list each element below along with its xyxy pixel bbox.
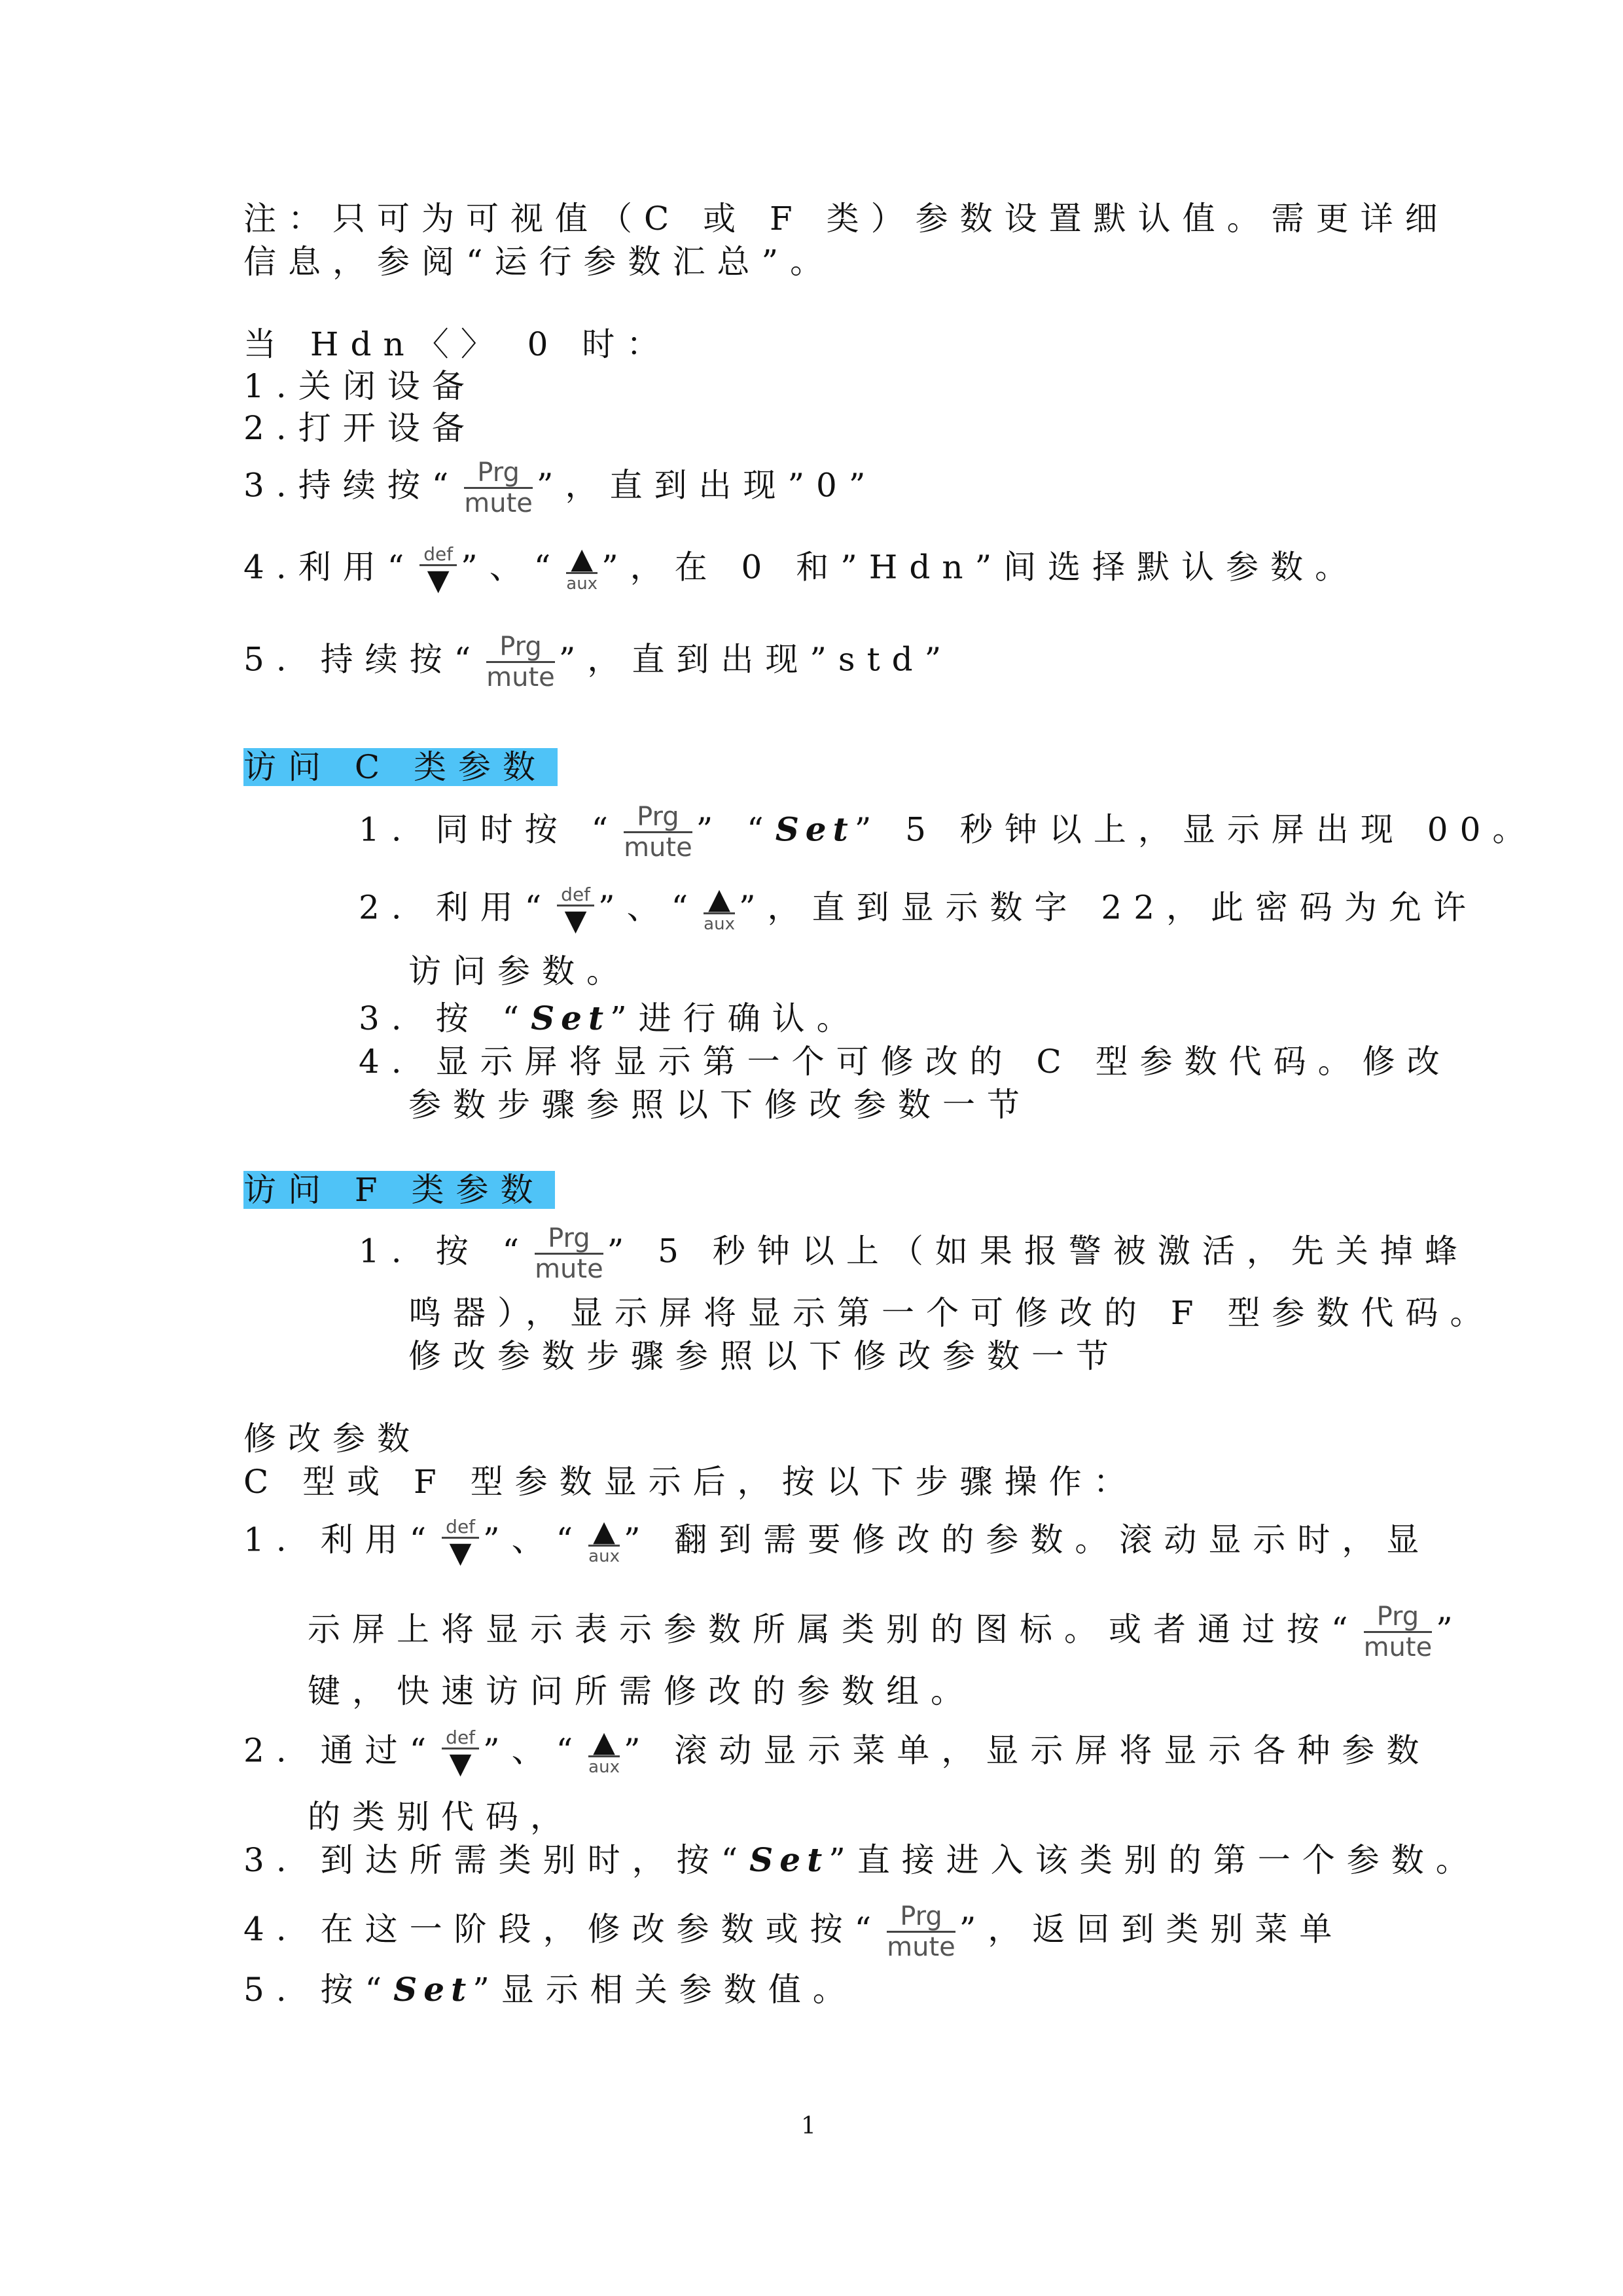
modify-step-2-text-c: ” 滚动显示菜单，显示屏将显示各种参数 [623, 1731, 1431, 1770]
section-f-step-1-cont-2: 修改参数步骤参照以下修改参数一节 [408, 1337, 1120, 1375]
hdn-step-4-text-c: ”，在 0 和”Hdn”间选择默认参数。 [601, 548, 1360, 586]
prg-mute-key-icon: Prg mute [464, 457, 533, 518]
note-line-2: 信息，参阅“运行参数汇总”。 [243, 243, 835, 281]
modify-intro: C 型或 F 型参数显示后，按以下步骤操作： [243, 1463, 1138, 1501]
modify-step-1-text-d: 示屏上将显示表示参数所属类别的图标。或者通过按“ [308, 1610, 1360, 1649]
prg-mute-key-icon: Prg mute [1363, 1602, 1433, 1662]
hdn-step-3 [243, 458, 877, 518]
hdn-step-3-text-b: ”，直到出现”0” [536, 466, 878, 505]
note-line-1: 注：只可为可视值（C 或 F 类）参数设置默认值。需更详细 [243, 200, 1450, 238]
modify-step-2-text-a: 2. 通过“ [243, 1731, 438, 1770]
prg-mute-key-icon: Prg mute [535, 1223, 603, 1284]
section-f-step-1-cont-1: 鸣器），显示屏将显示第一个可修改的 F 型参数代码。 [408, 1294, 1495, 1332]
section-c-step-3-text-a: 3. 按 “ [359, 999, 531, 1037]
set-key-label: Set [775, 810, 855, 849]
section-f-step-1 [359, 1224, 1469, 1283]
section-c-step-4: 4. 显示屏将显示第一个可修改的 C 型参数代码。修改 [359, 1043, 1452, 1081]
hdn-step-4 [243, 542, 1360, 597]
section-c-step-3 [359, 997, 861, 1039]
hdn-step-4-text-a: 4.利用“ [243, 548, 416, 586]
section-c-step-1-text-a: 1. 同时按 “ [359, 810, 620, 849]
prg-mute-key-icon: Prg mute [624, 802, 692, 863]
modify-step-1-text-a: 1. 利用“ [243, 1520, 438, 1559]
set-key-label: Set [393, 1970, 473, 2009]
aux-up-key-icon: ▲ aux [704, 882, 735, 934]
hdn-step-5 [243, 632, 953, 692]
aux-up-key-icon: ▲ aux [588, 1515, 620, 1566]
section-c-step-4-cont: 参数步骤参照以下修改参数一节 [408, 1086, 1031, 1124]
section-c-title [243, 746, 558, 788]
hdn-step-5-text-a: 5. 持续按“ [243, 640, 483, 679]
page-number: 1 [801, 2113, 816, 2140]
section-f-title [243, 1169, 555, 1211]
set-key-label: Set [531, 999, 611, 1037]
modify-title: 修改参数 [243, 1420, 421, 1458]
def-down-key-icon: def ▼ [419, 545, 457, 595]
modify-step-2 [243, 1725, 1431, 1780]
modify-step-3-text-a: 3. 到达所需类别时，按“ [243, 1841, 750, 1879]
section-c-step-3-text-b: ”进行确认。 [610, 999, 861, 1037]
hdn-step-5-text-b: ”，直到出现”std” [558, 640, 954, 679]
section-c-step-2-text-b: ”、“ [598, 888, 700, 927]
modify-step-1 [243, 1517, 1431, 1568]
modify-step-4-text-b: ”，返回到类别菜单 [959, 1910, 1344, 1948]
hdn-step-2: 2.打开设备 [243, 409, 476, 447]
section-c-step-1-text-b: ” “ [696, 810, 776, 849]
hdn-step-3-text-a: 3.持续按“ [243, 466, 461, 505]
aux-up-key-icon: ▲ aux [588, 1725, 620, 1777]
modify-step-5-text-b: ”显示相关参数值。 [473, 1971, 857, 2009]
section-f-step-1-text-a: 1. 按 “ [359, 1232, 531, 1270]
hdn-step-4-text-b: ”、“ [461, 548, 563, 586]
hdn-step-1: 1.关闭设备 [243, 367, 476, 405]
section-c-step-2-text-a: 2. 利用“ [359, 888, 554, 927]
modify-step-1-text-c: ” 翻到需要修改的参数。滚动显示时，显 [623, 1520, 1431, 1559]
prg-mute-key-icon: Prg mute [887, 1901, 955, 1962]
prg-mute-key-icon: Prg mute [486, 632, 555, 692]
modify-step-4-text-a: 4. 在这一阶段，修改参数或按“ [243, 1910, 883, 1948]
section-c-step-2-cont: 访问参数。 [408, 952, 631, 990]
section-f-title-text: 访问 F 类参数 [243, 1171, 555, 1209]
section-c-step-2 [359, 882, 1478, 937]
section-c-step-1-text-c: ” 5 秒钟以上，显示屏出现 00。 [854, 810, 1537, 849]
modify-step-1-cont-2: 键，快速访问所需修改的参数组。 [308, 1672, 975, 1710]
modify-step-1-text-b: ”、“ [483, 1520, 585, 1559]
modify-step-5 [243, 1969, 857, 2011]
section-f-step-1-text-b: ” 5 秒钟以上（如果报警被激活，先关掉蜂 [607, 1232, 1469, 1270]
modify-step-5-text-a: 5. 按“ [243, 1971, 394, 2009]
modify-step-4 [243, 1902, 1344, 1962]
modify-step-1-cont [308, 1602, 1465, 1662]
hdn-condition: 当 Hdn〈〉 0 时： [243, 325, 671, 363]
modify-step-2-cont: 的类别代码， [308, 1798, 575, 1836]
modify-step-2-text-b: ”、“ [483, 1731, 585, 1770]
aux-up-key-icon: ▲ aux [566, 542, 598, 594]
section-c-title-text: 访问 C 类参数 [243, 748, 558, 786]
modify-step-1-text-e: ” [1436, 1610, 1465, 1649]
def-down-key-icon: def ▼ [557, 885, 594, 935]
modify-step-3-text-b: ”直接进入该类别的第一个参数。 [829, 1841, 1480, 1879]
section-c-step-1 [359, 802, 1537, 862]
modify-step-3 [243, 1839, 1480, 1881]
section-c-step-2-text-c: ”，直到显示数字 22，此密码为允许 [738, 888, 1478, 927]
def-down-key-icon: def ▼ [442, 1517, 479, 1568]
def-down-key-icon: def ▼ [442, 1728, 479, 1778]
set-key-label: Set [749, 1840, 829, 1879]
